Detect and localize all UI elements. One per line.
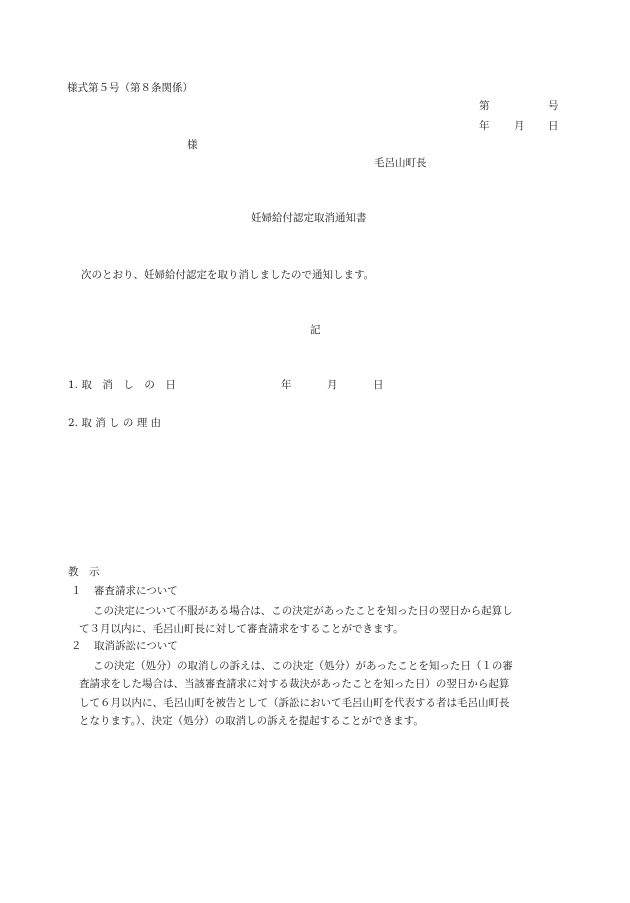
notice-section-2-line: 査請求をした場合は、当該審査請求に対する裁決があったことを知った日）の翌日から起算 (79, 678, 510, 691)
notice-section-2-number: ２ (71, 640, 82, 652)
notice-section-2-line: して６月以内に、毛呂山町を被告として（訴訟において毛呂山町を代表する者は毛呂山町長 (79, 696, 510, 709)
document-number-prefix: 第 (479, 100, 490, 112)
cancel-date-month: 月 (327, 379, 338, 391)
document-number-suffix: 号 (548, 100, 559, 112)
issue-date-month: 月 (514, 120, 525, 132)
notice-section-1-heading: 審査請求について (94, 585, 178, 597)
cancel-reason-label: 2. 取 消 し の 理 由 (68, 417, 162, 429)
cancel-date-label: 1. 取 消 し の 日 (68, 379, 176, 391)
lead-sentence: 次のとおり、妊婦給付認定を取り消しましたので通知します。 (81, 269, 375, 281)
notice-section-2-line: この決定（処分）の取消しの訴えは、この決定（処分）があったことを知った日（１の審 (93, 660, 513, 672)
cancel-date-year: 年 (281, 379, 292, 391)
notice-section-1-number: １ (71, 585, 82, 597)
document-title: 妊婦給付認定取消通知書 (251, 212, 367, 224)
ki-marker: 記 (310, 324, 321, 336)
notice-section-2-heading: 取消訴訟について (94, 640, 178, 652)
issue-date-day: 日 (548, 120, 559, 132)
notice-section-1-body (79, 602, 561, 639)
notice-section-2-line: となります。）、決定（処分）の取消しの訴えを提起することができます。 (79, 714, 424, 727)
notice-section-2-body (79, 657, 561, 730)
cancel-date-day: 日 (373, 379, 384, 391)
issue-date-year: 年 (479, 120, 490, 132)
form-number: 様式第５号（第８条関係） (67, 82, 193, 94)
notice-section-1-line: この決定について不服がある場合は、この決定があったことを知った日の翌日から起算し (93, 605, 513, 617)
notice-heading: 教 示 (68, 566, 100, 578)
notice-section-1-line: て３月以内に、毛呂山町長に対して審査請求をすることができます。 (79, 623, 404, 636)
addressee-honorific: 様 (187, 139, 198, 151)
sender-name: 毛呂山町長 (374, 157, 427, 169)
